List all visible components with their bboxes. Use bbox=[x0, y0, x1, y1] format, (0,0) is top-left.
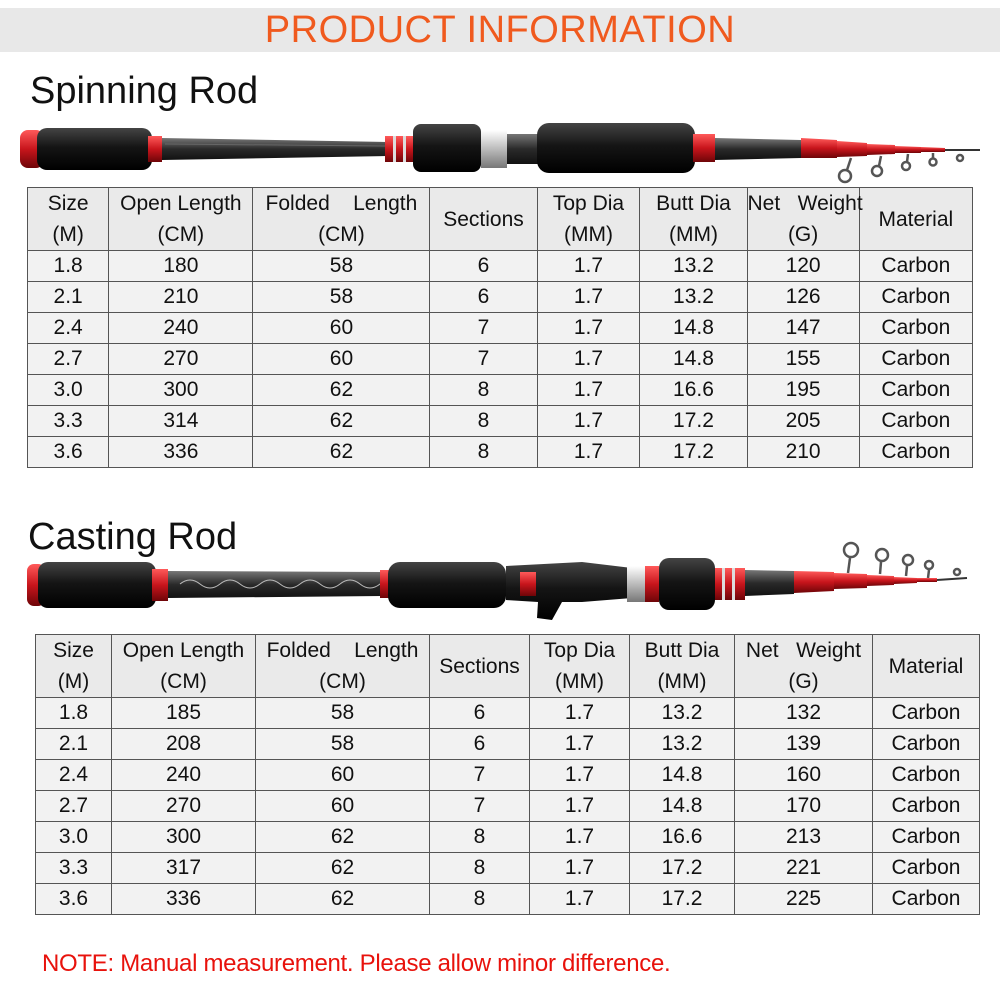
column-header-label: Open Length bbox=[120, 192, 242, 215]
table-row bbox=[36, 791, 980, 822]
table-cell: 58 bbox=[253, 282, 430, 313]
table-cell: 8 bbox=[430, 884, 530, 915]
table-cell: 1.7 bbox=[537, 375, 640, 406]
table-cell: 3.3 bbox=[36, 853, 112, 884]
table-cell: 13.2 bbox=[630, 729, 735, 760]
casting-rod-title: Casting Rod bbox=[28, 516, 238, 558]
column-header-unit: (M) bbox=[57, 670, 90, 693]
column-header bbox=[112, 635, 256, 698]
column-header-unit: (G) bbox=[787, 223, 819, 246]
table-cell: 17.2 bbox=[630, 853, 735, 884]
spinning-rod-image bbox=[15, 118, 990, 190]
spinning-rod-title: Spinning Rod bbox=[30, 70, 259, 112]
table-cell: 1.7 bbox=[530, 791, 630, 822]
column-header bbox=[859, 188, 972, 251]
table-cell: 6 bbox=[430, 698, 530, 729]
table-cell: Carbon bbox=[873, 698, 980, 729]
table-cell: 2.4 bbox=[28, 313, 109, 344]
column-header-unit: (CM) bbox=[157, 223, 205, 246]
page-title: PRODUCT INFORMATION bbox=[264, 9, 736, 51]
table-row bbox=[28, 282, 973, 313]
table-row bbox=[36, 884, 980, 915]
measurement-note: NOTE: Manual measurement. Please allow minor difference. bbox=[42, 950, 671, 977]
table-cell: 58 bbox=[256, 729, 430, 760]
table-row bbox=[36, 822, 980, 853]
table-cell: 58 bbox=[256, 698, 430, 729]
table-row bbox=[28, 406, 973, 437]
table-cell: 16.6 bbox=[640, 375, 747, 406]
column-header bbox=[873, 635, 980, 698]
table-cell: 210 bbox=[109, 282, 253, 313]
table-cell: 208 bbox=[112, 729, 256, 760]
column-header-label: Size bbox=[47, 192, 89, 215]
column-header bbox=[28, 188, 109, 251]
column-header-unit: (CM) bbox=[319, 670, 366, 693]
column-header bbox=[747, 188, 863, 251]
table-cell: 1.7 bbox=[530, 698, 630, 729]
table-cell: 225 bbox=[735, 884, 873, 915]
table-cell: 62 bbox=[253, 437, 430, 468]
table-cell: 2.1 bbox=[36, 729, 112, 760]
table-cell: 1.7 bbox=[537, 437, 640, 468]
column-header-unit: (G) bbox=[788, 670, 819, 693]
table-cell: 1.7 bbox=[537, 282, 640, 313]
table-cell: 62 bbox=[253, 406, 430, 437]
table-cell: 13.2 bbox=[630, 698, 735, 729]
table-cell: 3.0 bbox=[28, 375, 109, 406]
table-cell: 317 bbox=[112, 853, 256, 884]
table-cell: 1.8 bbox=[36, 698, 112, 729]
table-cell: 2.4 bbox=[36, 760, 112, 791]
table-cell: 6 bbox=[430, 282, 537, 313]
table-cell: 120 bbox=[747, 251, 859, 282]
casting-spec-table bbox=[35, 634, 980, 915]
table-row bbox=[36, 698, 980, 729]
table-cell: Carbon bbox=[859, 313, 972, 344]
table-cell: 7 bbox=[430, 791, 530, 822]
column-header-unit: (MM) bbox=[657, 670, 707, 693]
table-cell: 62 bbox=[253, 375, 430, 406]
table-cell: Carbon bbox=[873, 760, 980, 791]
table-cell: 2.7 bbox=[36, 791, 112, 822]
table-cell: 60 bbox=[256, 760, 430, 791]
column-header bbox=[430, 635, 530, 698]
column-header-label: Sections bbox=[439, 654, 520, 678]
table-cell: 1.7 bbox=[537, 344, 640, 375]
table-cell: 300 bbox=[109, 375, 253, 406]
table-cell: 1.7 bbox=[530, 760, 630, 791]
column-header-unit: (CM) bbox=[318, 223, 365, 246]
table-cell: 180 bbox=[109, 251, 253, 282]
table-cell: 336 bbox=[112, 884, 256, 915]
table-cell: 170 bbox=[735, 791, 873, 822]
table-cell: 14.8 bbox=[640, 313, 747, 344]
column-header bbox=[630, 635, 735, 698]
table-row bbox=[28, 375, 973, 406]
table-header-row bbox=[36, 635, 980, 698]
column-header-label: Material bbox=[878, 207, 954, 231]
table-cell: 7 bbox=[430, 313, 537, 344]
table-row bbox=[36, 853, 980, 884]
table-cell: 147 bbox=[747, 313, 859, 344]
column-header bbox=[253, 188, 430, 251]
column-header-unit: (MM) bbox=[668, 223, 718, 246]
table-cell: 139 bbox=[735, 729, 873, 760]
table-cell: 14.8 bbox=[640, 344, 747, 375]
table-cell: 336 bbox=[109, 437, 253, 468]
table-cell: 1.7 bbox=[537, 313, 640, 344]
table-cell: 60 bbox=[253, 313, 430, 344]
table-row bbox=[28, 437, 973, 468]
table-cell: 270 bbox=[109, 344, 253, 375]
table-cell: 13.2 bbox=[640, 282, 747, 313]
table-row bbox=[28, 344, 973, 375]
table-cell: 221 bbox=[735, 853, 873, 884]
column-header-label: Net Weight bbox=[745, 639, 862, 662]
column-header bbox=[256, 635, 430, 698]
table-cell: 17.2 bbox=[630, 884, 735, 915]
table-cell: 213 bbox=[735, 822, 873, 853]
table-cell: Carbon bbox=[859, 375, 972, 406]
column-header-label: Open Length bbox=[122, 639, 245, 662]
column-header bbox=[735, 635, 873, 698]
table-cell: 240 bbox=[112, 760, 256, 791]
column-header-label: Folded Length bbox=[265, 192, 418, 215]
table-row bbox=[36, 729, 980, 760]
casting-rod-image bbox=[22, 528, 990, 620]
column-header-label: Size bbox=[53, 639, 94, 662]
table-cell: 58 bbox=[253, 251, 430, 282]
table-cell: 1.7 bbox=[530, 884, 630, 915]
column-header bbox=[430, 188, 537, 251]
column-header-label: Sections bbox=[443, 207, 524, 231]
table-cell: Carbon bbox=[873, 884, 980, 915]
table-cell: 314 bbox=[109, 406, 253, 437]
table-cell: Carbon bbox=[873, 729, 980, 760]
table-cell: 16.6 bbox=[630, 822, 735, 853]
table-cell: 210 bbox=[747, 437, 859, 468]
table-cell: Carbon bbox=[859, 282, 972, 313]
column-header-label: Butt Dia bbox=[644, 639, 720, 662]
table-cell: 240 bbox=[109, 313, 253, 344]
table-cell: 1.7 bbox=[530, 853, 630, 884]
column-header bbox=[36, 635, 112, 698]
column-header bbox=[640, 188, 747, 251]
table-row bbox=[28, 251, 973, 282]
table-cell: 2.1 bbox=[28, 282, 109, 313]
table-cell: Carbon bbox=[873, 822, 980, 853]
table-cell: 132 bbox=[735, 698, 873, 729]
column-header-label: Folded Length bbox=[266, 639, 419, 662]
column-header-label: Top Dia bbox=[543, 639, 616, 662]
column-header bbox=[109, 188, 253, 251]
table-cell: Carbon bbox=[859, 437, 972, 468]
table-cell: 62 bbox=[256, 853, 430, 884]
table-cell: 62 bbox=[256, 884, 430, 915]
table-cell: 7 bbox=[430, 760, 530, 791]
table-cell: 270 bbox=[112, 791, 256, 822]
table-cell: 6 bbox=[430, 729, 530, 760]
table-cell: 14.8 bbox=[630, 760, 735, 791]
table-cell: 1.8 bbox=[28, 251, 109, 282]
table-cell: 17.2 bbox=[640, 406, 747, 437]
column-header-unit: (CM) bbox=[160, 670, 207, 693]
table-cell: 1.7 bbox=[530, 822, 630, 853]
table-cell: Carbon bbox=[873, 791, 980, 822]
table-cell: 8 bbox=[430, 822, 530, 853]
table-cell: 195 bbox=[747, 375, 859, 406]
table-cell: 300 bbox=[112, 822, 256, 853]
table-row bbox=[36, 760, 980, 791]
table-cell: 6 bbox=[430, 251, 537, 282]
table-cell: 205 bbox=[747, 406, 859, 437]
column-header-label: Top Dia bbox=[552, 192, 625, 215]
table-cell: Carbon bbox=[859, 406, 972, 437]
column-header-unit: (MM) bbox=[563, 223, 613, 246]
table-cell: 8 bbox=[430, 853, 530, 884]
table-cell: 1.7 bbox=[537, 251, 640, 282]
column-header-unit: (MM) bbox=[555, 670, 604, 693]
table-cell: Carbon bbox=[859, 251, 972, 282]
table-cell: 17.2 bbox=[640, 437, 747, 468]
table-cell: 3.3 bbox=[28, 406, 109, 437]
column-header-label: Butt Dia bbox=[656, 192, 731, 215]
table-cell: 1.7 bbox=[530, 729, 630, 760]
table-cell: 1.7 bbox=[537, 406, 640, 437]
table-cell: 185 bbox=[112, 698, 256, 729]
table-cell: 8 bbox=[430, 375, 537, 406]
table-cell: 3.0 bbox=[36, 822, 112, 853]
column-header-unit: (M) bbox=[52, 223, 84, 246]
table-cell: 8 bbox=[430, 437, 537, 468]
column-header bbox=[530, 635, 630, 698]
spinning-spec-table bbox=[27, 187, 973, 468]
table-cell: 60 bbox=[253, 344, 430, 375]
table-cell: 62 bbox=[256, 822, 430, 853]
table-cell: 160 bbox=[735, 760, 873, 791]
table-row bbox=[28, 313, 973, 344]
table-cell: 2.7 bbox=[28, 344, 109, 375]
table-cell: Carbon bbox=[859, 344, 972, 375]
table-cell: 8 bbox=[430, 406, 537, 437]
table-cell: 13.2 bbox=[640, 251, 747, 282]
table-cell: Carbon bbox=[873, 853, 980, 884]
table-cell: 60 bbox=[256, 791, 430, 822]
table-header-row bbox=[28, 188, 973, 251]
column-header-label: Material bbox=[888, 654, 964, 678]
column-header bbox=[537, 188, 640, 251]
table-cell: 126 bbox=[747, 282, 859, 313]
table-cell: 14.8 bbox=[630, 791, 735, 822]
table-cell: 7 bbox=[430, 344, 537, 375]
table-cell: 3.6 bbox=[36, 884, 112, 915]
column-header-label: Net Weight bbox=[747, 192, 863, 215]
table-cell: 155 bbox=[747, 344, 859, 375]
table-cell: 3.6 bbox=[28, 437, 109, 468]
